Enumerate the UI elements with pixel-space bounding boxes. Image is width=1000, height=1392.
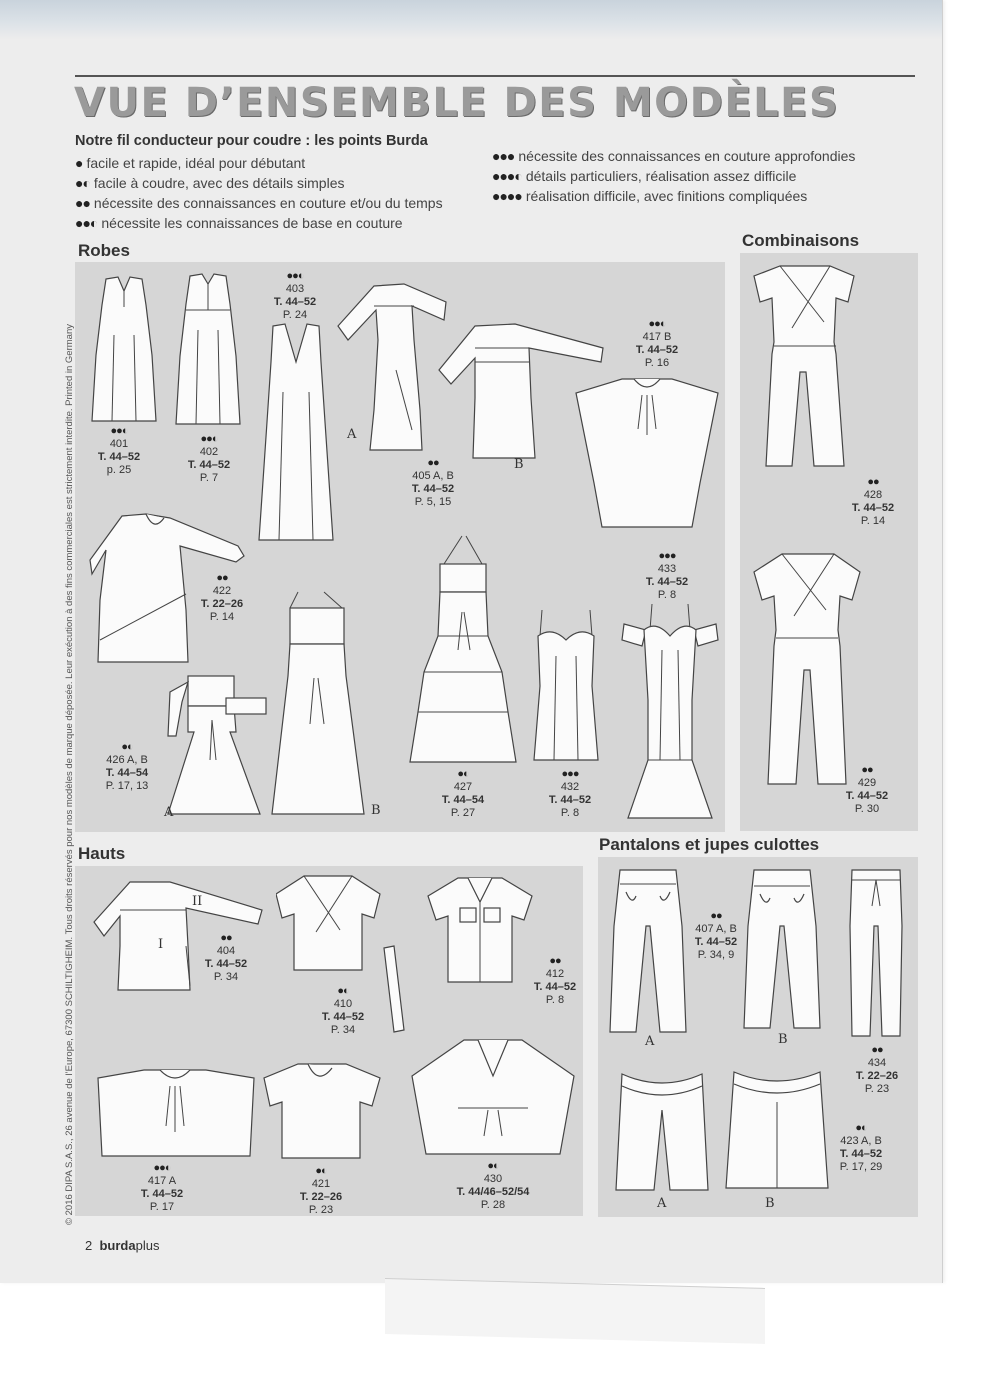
model-428-label	[828, 476, 918, 528]
dress-402-sketch	[172, 270, 244, 428]
page-title: VUE D’ENSEMBLE DES MODÈLES	[74, 80, 840, 126]
model-number: 401	[109, 438, 129, 450]
model-number: 412	[545, 968, 565, 980]
difficulty-dots: ●	[75, 155, 83, 171]
difficulty-dots: ●●◐	[200, 433, 218, 445]
difficulty-dots: ●●	[75, 195, 90, 211]
model-page: P. 7	[199, 472, 219, 484]
difficulty-dots: ●●	[549, 955, 561, 967]
jumpsuit-428-sketch	[752, 262, 858, 472]
model-number: 428	[863, 489, 883, 501]
difficulty-dots: ●●◐	[153, 1162, 171, 1174]
difficulty-dots: ●●	[861, 764, 873, 776]
model-sizes: T. 44–52	[321, 1011, 365, 1023]
model-sizes: T. 44–54	[105, 767, 149, 779]
model-page: P. 34	[213, 971, 239, 983]
model-sizes: T. 22–26	[855, 1070, 899, 1082]
legend-text: réalisation difficile, avec finitions compliquées	[525, 188, 808, 204]
magazine-brand: burda	[99, 1238, 136, 1253]
model-page: P. 14	[209, 611, 235, 623]
difficulty-dots: ●●	[220, 932, 232, 944]
difficulty-dots: ●◐	[121, 741, 133, 753]
difficulty-legend-right	[492, 146, 855, 206]
difficulty-dots: ●●	[216, 572, 228, 584]
variant-one-label: I	[158, 937, 164, 952]
model-page: P. 30	[854, 803, 880, 815]
model-number: 405 A, B	[412, 470, 454, 482]
difficulty-dots: ●◐	[337, 985, 349, 997]
model-sizes: T. 44–52	[140, 1188, 184, 1200]
legend-heading: Notre fil conducteur pour coudre : les points Burda	[75, 133, 428, 149]
model-sizes: T. 44–52	[273, 296, 317, 308]
model-sizes: T. 44–52	[187, 459, 231, 471]
variant-b-label: B	[514, 457, 524, 472]
model-number: 427	[453, 781, 473, 793]
model-sizes: T. 44–52	[851, 502, 895, 514]
model-number: 407 A, B	[695, 923, 737, 935]
difficulty-dots: ●◐	[315, 1165, 327, 1177]
dress-426b-sketch	[268, 588, 368, 818]
dress-426a-sketch	[160, 672, 268, 818]
legend-row	[492, 146, 855, 166]
model-410-label	[298, 985, 388, 1037]
model-number: 429	[857, 777, 877, 789]
difficulty-dots: ●●	[871, 1044, 883, 1056]
model-page: P. 27	[450, 807, 476, 819]
variant-b-label: B	[778, 1032, 788, 1047]
model-417a-label	[117, 1162, 207, 1214]
model-433-label	[622, 550, 712, 602]
model-sizes: T. 44–52	[635, 344, 679, 356]
legend-text: nécessite les connaissances de base en couture	[101, 215, 403, 231]
jumpsuit-429-sketch	[752, 550, 864, 790]
model-number: 434	[867, 1057, 887, 1069]
model-page: P. 8	[545, 994, 565, 1006]
model-429-label	[822, 764, 912, 816]
section-title-pantalons: Pantalons et jupes culottes	[599, 835, 820, 854]
model-sizes: T. 22–26	[299, 1191, 343, 1203]
legend-row	[492, 186, 855, 206]
model-page: P. 17	[149, 1201, 175, 1213]
top-421-sketch	[262, 1060, 386, 1164]
legend-text: facile et rapide, idéal pour débutant	[86, 155, 306, 171]
legend-row	[492, 166, 855, 186]
difficulty-dots: ●●	[867, 476, 879, 488]
model-page: P. 17, 29	[839, 1161, 883, 1173]
model-page: P. 28	[480, 1199, 506, 1211]
difficulty-dots: ●●●	[492, 148, 515, 164]
difficulty-dots: ●●◐	[75, 215, 98, 231]
model-page: P. 8	[657, 589, 677, 601]
folded-page-corner	[385, 1278, 765, 1344]
model-number: 417 B	[642, 331, 672, 343]
variant-b-label: B	[765, 1196, 775, 1211]
difficulty-dots: ●●●	[658, 550, 676, 562]
difficulty-dots: ●●●	[561, 768, 579, 780]
model-page: P. 16	[644, 357, 670, 369]
dress-403-sketch	[255, 322, 337, 544]
trousers-407b-sketch	[740, 866, 824, 1032]
trousers-434-sketch	[846, 866, 906, 1042]
model-422-label	[177, 572, 267, 624]
model-432-label	[525, 768, 615, 820]
page-footer	[85, 1238, 159, 1253]
variant-b-label: B	[371, 803, 381, 818]
model-sizes: T. 44–52	[694, 936, 738, 948]
model-402-label	[164, 433, 254, 485]
variant-two-label: II	[192, 894, 203, 909]
model-412-label	[510, 955, 600, 1007]
model-427-label	[418, 768, 508, 820]
top-430-sketch	[408, 1036, 578, 1160]
title-rule	[75, 75, 915, 77]
model-sizes: T. 44–52	[97, 451, 141, 463]
model-page: P. 8	[560, 807, 580, 819]
model-number: 422	[212, 585, 232, 597]
difficulty-dots: ●●	[427, 457, 439, 469]
variant-a-label: A	[645, 1034, 655, 1049]
dress-433-sketch	[620, 600, 720, 822]
model-page: P. 34	[330, 1024, 356, 1036]
variant-a-label: A	[347, 427, 357, 442]
model-434-label	[832, 1044, 922, 1096]
difficulty-dots: ●●◐	[286, 270, 304, 282]
difficulty-dots: ●●	[710, 910, 722, 922]
model-page: p. 25	[106, 464, 132, 476]
model-404-label	[181, 932, 271, 984]
magazine-brand-suffix: plus	[135, 1238, 160, 1253]
legend-text: nécessite des connaissances en couture approfondies	[518, 148, 856, 164]
dress-427-sketch	[408, 532, 518, 767]
model-page: P. 17, 13	[105, 780, 149, 792]
dress-401-sketch	[88, 275, 160, 425]
model-417b-label	[612, 318, 702, 370]
model-sizes: T. 44–52	[645, 576, 689, 588]
legend-row	[75, 153, 443, 173]
background-photo-strip	[0, 0, 942, 40]
model-number: 421	[311, 1178, 331, 1190]
legend-text: nécessite des connaissances en couture et/ou du temps	[93, 195, 443, 211]
section-title-hauts: Hauts	[78, 844, 126, 863]
variant-a-label: A	[164, 805, 174, 820]
difficulty-dots: ●●◐	[648, 318, 666, 330]
difficulty-dots: ●●◐	[110, 425, 128, 437]
model-403-label	[250, 270, 340, 322]
top-417a-sketch	[94, 1066, 258, 1162]
variant-a-label: A	[657, 1196, 667, 1211]
model-page: P. 14	[860, 515, 886, 527]
model-sizes: T. 44–52	[411, 483, 455, 495]
model-421-label	[276, 1165, 366, 1217]
model-sizes: T. 44–52	[548, 794, 592, 806]
model-number: 430	[483, 1173, 503, 1185]
difficulty-dots: ●◐	[855, 1122, 867, 1134]
difficulty-dots: ●◐	[75, 175, 90, 191]
model-sizes: T. 44–52	[845, 790, 889, 802]
difficulty-dots: ●●●◐	[492, 168, 522, 184]
model-number: 426 A, B	[106, 754, 148, 766]
model-number: 432	[560, 781, 580, 793]
model-sizes: T. 44–54	[441, 794, 485, 806]
page-number: 2	[85, 1238, 93, 1253]
legend-text: détails particuliers, réalisation assez difficile	[525, 168, 797, 184]
model-page: P. 23	[864, 1083, 890, 1095]
model-number: 404	[216, 945, 236, 957]
model-sizes: T. 44/46–52/54	[456, 1186, 530, 1198]
model-number: 403	[285, 283, 305, 295]
model-405-label	[388, 457, 478, 509]
section-title-combinaisons: Combinaisons	[742, 231, 860, 250]
model-423-label	[816, 1122, 906, 1174]
model-page: P. 23	[308, 1204, 334, 1216]
model-number: 410	[333, 998, 353, 1010]
model-sizes: T. 44–52	[839, 1148, 883, 1160]
model-page: P. 34, 9	[697, 949, 735, 961]
model-sizes: T. 22–26	[200, 598, 244, 610]
model-sizes: T. 44–52	[533, 981, 577, 993]
culottes-423a-sketch	[612, 1070, 712, 1194]
model-page: P. 5, 15	[414, 496, 452, 508]
model-430-label	[448, 1160, 538, 1212]
legend-row	[75, 193, 443, 213]
difficulty-dots: ●◐	[457, 768, 469, 780]
difficulty-dots: ●●●●	[492, 188, 522, 204]
model-401-label	[74, 425, 164, 477]
model-number: 433	[657, 563, 677, 575]
legend-row	[75, 213, 443, 233]
model-number: 423 A, B	[840, 1135, 882, 1147]
model-number: 417 A	[147, 1175, 177, 1187]
model-page: P. 24	[282, 309, 308, 321]
difficulty-legend-left	[75, 153, 443, 233]
legend-text: facile à coudre, avec des détails simples	[93, 175, 345, 191]
section-title-robes: Robes	[78, 241, 130, 260]
model-426-label	[82, 741, 172, 793]
difficulty-dots: ●◐	[487, 1160, 499, 1172]
dress-432-sketch	[528, 606, 604, 764]
legend-row	[75, 173, 443, 193]
model-sizes: T. 44–52	[204, 958, 248, 970]
copyright-notice: © 2016 DIPA S.A.S., 26 avenue de l’Europe, 67300 SCHILTIGHEIM. Tous droits réservés pour nos modèles de marque déposée. Leur exécution à des fins commerciales est strictement interdite. Printed in Germany	[64, 324, 75, 1225]
dress-417b-sketch	[572, 373, 722, 533]
model-number: 402	[199, 446, 219, 458]
